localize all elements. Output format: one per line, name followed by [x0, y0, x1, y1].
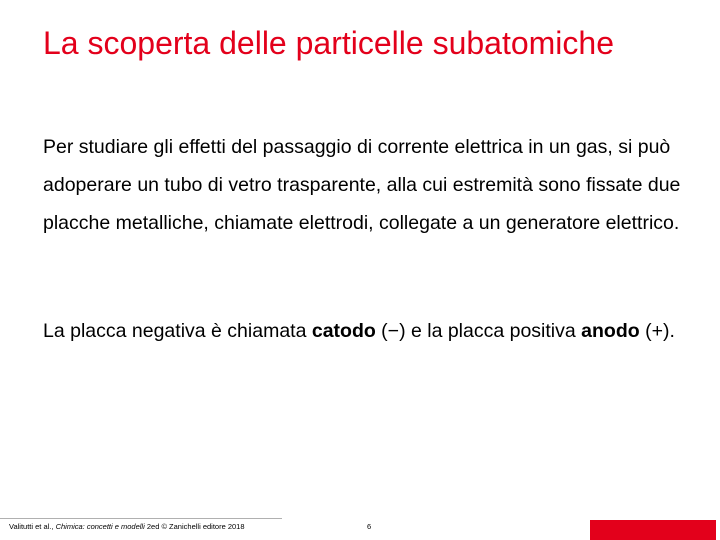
footer-divider — [0, 518, 282, 519]
page-number: 6 — [367, 522, 372, 531]
paragraph-2-text-1: La placca negativa è chiamata — [43, 320, 312, 342]
paragraph-2-text-3: (+). — [639, 320, 675, 342]
body-paragraph-2 — [43, 312, 683, 350]
citation-authors: Valitutti et al., — [9, 522, 56, 531]
citation-publisher: 2ed © Zanichelli editore 2018 — [144, 522, 245, 531]
slide-title: La scoperta delle particelle subatomiche — [43, 25, 614, 61]
zanichelli-logo — [590, 520, 716, 540]
paragraph-2-text-2: (−) e la placca positiva — [375, 320, 582, 342]
anode-term: anodo — [581, 320, 640, 342]
citation-book-title: Chimica: concetti e modelli — [55, 522, 145, 531]
body-paragraph-1: Per studiare gli effetti del passaggio di corrente elettrica in un gas, si può adoperare un tubo di vetro trasparente, alla cui estremità sono fissate due placche metalliche, chiamate elettrodi, collegate a un generatore elettrico. — [43, 136, 681, 234]
cathode-term: catodo — [311, 320, 376, 342]
footer-citation — [9, 522, 245, 532]
